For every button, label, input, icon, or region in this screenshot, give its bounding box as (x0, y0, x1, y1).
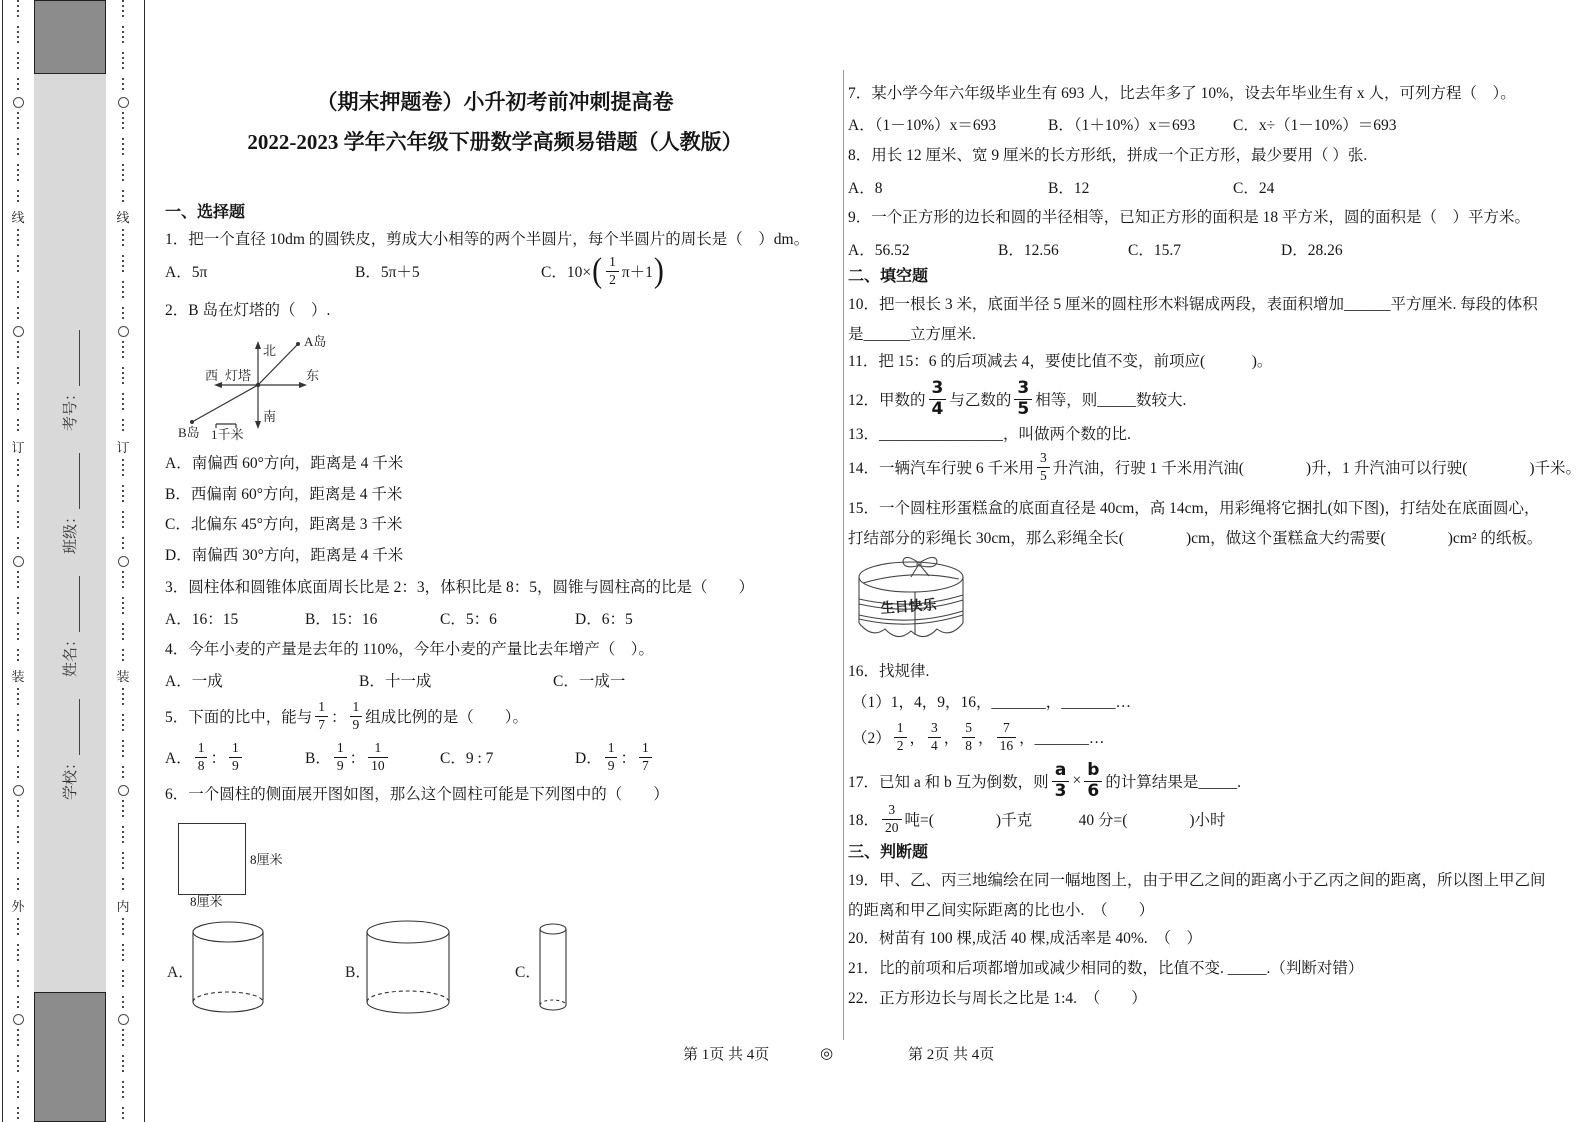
fraction-numerator: 3 (1017, 377, 1030, 398)
cake-box-diagram (853, 551, 975, 647)
dashes (122, 800, 124, 893)
dashes (122, 112, 124, 205)
q5-text-pre: 5．下面的比中，能与 (165, 709, 313, 726)
binding-char: 装 (11, 669, 25, 685)
fraction (368, 741, 388, 772)
q3-option-d: D．6：5 (575, 611, 633, 628)
q2-option-b: B．西偏南 60°方向，距离是 4 千米 (165, 486, 403, 503)
q17-text (848, 760, 1241, 802)
fraction-numerator: 1 (336, 740, 344, 756)
q5-text (165, 697, 528, 735)
q5-option-d (575, 741, 655, 772)
fraction-numerator: 1 (896, 720, 904, 736)
dashes (122, 1029, 124, 1122)
punch-hole-icon (118, 1014, 129, 1025)
q12-pre: 12．甲数的 (848, 392, 926, 409)
q17-pre: 17．已知 a 和 b 互为倒数，则 (848, 774, 1049, 791)
page-left-edge-line (2, 0, 3, 1122)
q6-text: 6．一个圆柱的侧面展开图如图，那么这个圆柱可能是下列图中的（ ） (165, 786, 669, 803)
fraction (334, 741, 347, 772)
examno-field (59, 330, 80, 431)
punch-hole-icon (13, 326, 24, 337)
q1-options (165, 248, 665, 294)
left-paren: ( (592, 251, 603, 290)
fraction-denominator: 9 (350, 716, 363, 732)
punch-hole-icon (13, 1014, 24, 1025)
section-fill-blank: 二、填空题 (848, 268, 929, 285)
student-info-fields (58, 330, 80, 800)
cylinder-options-diagram (165, 915, 595, 1025)
dashes (17, 112, 19, 205)
comma: ， (978, 730, 994, 747)
ratio-colon: ： (620, 750, 636, 767)
fraction-numerator: 1 (318, 699, 326, 715)
fraction-denominator: 5 (1014, 399, 1032, 419)
dashes (122, 341, 124, 434)
dashes (122, 229, 124, 322)
q2-option-d: D．南偏西 30°方向，距离是 4 千米 (165, 547, 404, 564)
q7-text: 7．某小学今年六年级毕业生有 693 人，比去年多了 10%，设去年毕业生有 x 人，可列方程（ ）。 (848, 85, 1516, 102)
q12-text (848, 378, 1186, 420)
q5-option-b (305, 741, 440, 772)
binding-line-inner (115, 0, 131, 1122)
fraction (894, 721, 907, 752)
fraction-denominator: 9 (334, 757, 347, 773)
q14-text (848, 448, 1581, 486)
q4-option-b: B．十一成 (359, 673, 432, 690)
q9-options (848, 238, 1343, 260)
ratio-colon: ： (331, 709, 347, 726)
q1-text: 1．把一个直径 10dm 的圆铁皮，剪成大小相等的两个半圆片，每个半圆片的周长是（ ）dm。 (165, 231, 810, 248)
q22-text: 22．正方形边长与周长之比是 1:4. （ ） (848, 990, 1147, 1007)
q13-text: 13．________________，叫做两个数的比. (848, 426, 1131, 443)
fraction (229, 741, 242, 772)
lighthouse-label: 灯塔 (225, 368, 252, 383)
q5-option-a (165, 741, 305, 772)
q3-option-c: C．5：6 (440, 611, 497, 628)
punch-hole-icon (13, 785, 24, 796)
fraction-numerator: 3 (931, 720, 938, 736)
q5-text-post: 组成比例的是（ ）。 (365, 709, 529, 726)
fraction-denominator: 3 (1052, 781, 1070, 801)
q1-option-b: B．5π＋5 (355, 264, 420, 281)
fraction (929, 377, 947, 419)
dashes (122, 918, 124, 1011)
q6-option-b: B． (345, 964, 371, 981)
fraction (315, 700, 328, 731)
q8-option-a: A．8 (848, 180, 883, 197)
binding-fold-line (144, 0, 145, 1122)
fraction-numerator: 1 (641, 740, 649, 756)
fraction (605, 741, 618, 772)
q3-option-b: B．15：16 (305, 611, 378, 628)
fraction-denominator: 4 (929, 399, 947, 419)
paper-title-line2: 2022-2023 学年六年级下册数学高频易错题（人教版） (247, 130, 743, 154)
fraction-denominator: 9 (229, 757, 242, 773)
ratio-colon: ： (349, 750, 366, 767)
fraction-numerator: 3 (931, 377, 944, 398)
q6-option-c: C． (515, 964, 541, 981)
comma: ， (909, 730, 926, 747)
fraction (639, 741, 652, 772)
punch-hole-icon (118, 556, 129, 567)
punch-hole-icon (118, 326, 129, 337)
q18-post: 吨=( )千克 40 分=( )小时 (904, 812, 1226, 829)
fraction-numerator: 7 (1002, 720, 1010, 736)
fraction-numerator: b (1087, 759, 1100, 780)
fraction-numerator: a (1054, 759, 1067, 780)
fraction (195, 741, 208, 772)
q15-text: 15．一个圆柱形蛋糕盒的底面直径是 40cm，高 14cm，用彩绳将它捆扎(如下图)，打结处在底面圆心，打结部分的彩绳长 30cm，那么彩绳全长( )cm，做这个蛋糕盒大约需要( )cm² 的纸板。 (848, 500, 1543, 547)
fraction (1014, 377, 1032, 419)
q1-option-c-pre: C．10× (541, 264, 592, 281)
q9-option-d: D．28.26 (1281, 242, 1343, 259)
fraction-denominator: 2 (894, 737, 907, 753)
class-label: 班级： (62, 509, 79, 555)
q10-text: 10．把一根长 3 米，底面半径 5 厘米的圆柱形木料锯成两段，表面积增加______平方厘米. 每段的体积是______立方厘米. (848, 296, 1538, 343)
square-bottom-label: 8厘米 (190, 894, 223, 909)
fraction (1084, 759, 1102, 801)
q18-pre: 18． (848, 812, 880, 829)
fraction-denominator: 6 (1084, 781, 1102, 801)
section-choice: 一、选择题 (165, 204, 246, 221)
square-unfold-diagram (178, 823, 246, 895)
dashes (17, 688, 19, 781)
q8-option-b: B．12 (1048, 180, 1090, 197)
fraction-denominator: 7 (639, 757, 652, 773)
q8-options (848, 176, 1274, 198)
q3-option-a: A．16：15 (165, 611, 239, 628)
option-label: A． (165, 750, 192, 767)
class-field (59, 453, 80, 554)
q7-options (848, 113, 1397, 135)
fraction-numerator: 1 (352, 699, 360, 715)
q11-text: 11．把 15：6 的后项减去 4，要使比值不变，前项应( )。 (848, 353, 1273, 370)
binding-strip-bottom-block (34, 992, 106, 1122)
q9-option-a: A．56.52 (848, 242, 910, 259)
fraction-denominator: 20 (882, 819, 902, 835)
punch-hole-icon (118, 97, 129, 108)
fraction-numerator: 1 (374, 740, 382, 756)
dashes (17, 229, 19, 322)
school-field (59, 699, 80, 800)
cake-label: 生日快乐 (880, 598, 938, 617)
compass-diagram (173, 331, 388, 447)
binding-char: 内 (116, 898, 130, 914)
name-field (59, 576, 80, 677)
fraction-numerator: 1 (197, 740, 205, 756)
fraction-denominator: 16 (997, 737, 1017, 753)
fraction-numerator: 5 (965, 720, 973, 736)
copyright-mark: ◎ (820, 1046, 834, 1062)
school-blank (65, 699, 80, 755)
page1-footer: 第 1页 共 4页 (683, 1047, 770, 1063)
q14-post: 升汽油，行驶 1 千米用汽油( )升，1 升汽油可以行驶( )千米。 (1052, 460, 1582, 477)
dashes (17, 800, 19, 893)
binding-char: 订 (11, 439, 25, 455)
q1-option-c (541, 251, 665, 290)
island-a-label: A岛 (304, 334, 327, 349)
q5-options (165, 737, 655, 777)
fraction-denominator: 8 (962, 737, 975, 753)
fraction (962, 721, 975, 752)
fraction-denominator: 4 (928, 737, 941, 753)
dashes (17, 571, 19, 664)
punch-hole-icon (118, 785, 129, 796)
section-judge: 三、判断题 (848, 844, 929, 861)
fraction-denominator: 7 (315, 716, 328, 732)
q4-options (165, 669, 625, 691)
dashes (17, 918, 19, 1011)
name-label: 姓名： (62, 632, 79, 678)
compass-north-label: 北 (263, 343, 277, 358)
multiply-sign: × (1072, 772, 1082, 789)
binding-char: 外 (11, 898, 25, 914)
dashes (122, 688, 124, 781)
compass-west-label: 西 (205, 368, 219, 383)
q16-text: 16．找规律. (848, 663, 930, 680)
fraction-numerator: 1 (609, 254, 616, 270)
q1-option-a: A．5π (165, 264, 208, 281)
paper-title-line1: （期末押题卷）小升初考前冲刺提高卷 (316, 90, 674, 114)
dashes (122, 0, 124, 93)
fraction-numerator: 1 (231, 740, 239, 756)
q4-text: 4．今年小麦的产量是去年的 110%，今年小麦的产量比去年增产（ ）。 (165, 641, 654, 658)
island-b-label: B岛 (178, 425, 200, 440)
fraction (1052, 759, 1070, 801)
dashes (17, 459, 19, 552)
examno-blank (65, 330, 80, 386)
q17-post: 的计算结果是_____. (1105, 774, 1242, 791)
q7-option-c: C．x÷（1－10%）＝693 (1233, 117, 1397, 134)
q21-text: 21．比的前项和后项都增加或减少相同的数，比值不变. _____.（判断对错） (848, 960, 1364, 977)
fraction-denominator: 8 (195, 757, 208, 773)
binding-char: 装 (116, 669, 130, 685)
q4-option-a: A．一成 (165, 673, 223, 690)
fraction-numerator: 3 (888, 802, 896, 818)
binding-char: 订 (116, 439, 130, 455)
punch-hole-icon (13, 556, 24, 567)
square-side-label: 8厘米 (250, 852, 283, 867)
fraction (928, 721, 941, 752)
q7-option-b: B．（1＋10%）x＝693 (1048, 117, 1196, 134)
binding-char: 线 (116, 210, 130, 226)
fraction-numerator: 1 (607, 740, 615, 756)
fraction-numerator: 3 (1040, 450, 1047, 466)
q12-post: 相等，则_____数较大. (1035, 392, 1187, 409)
q6-option-a: A． (167, 964, 194, 981)
q7-option-a: A．（1－10%）x＝693 (848, 117, 997, 134)
q16-item1: （1）1，4，9，16，_______，_______… (852, 694, 1132, 711)
fraction-denominator: 2 (606, 271, 619, 287)
binding-strip-top-block (34, 0, 106, 74)
fraction-denominator: 9 (605, 757, 618, 773)
q1-option-c-post: π＋1 (621, 264, 653, 281)
scale-label: 1千米 (211, 427, 244, 442)
option-label: D． (575, 750, 602, 767)
fraction-denominator: 5 (1037, 467, 1050, 483)
dashes (17, 341, 19, 434)
dashes (122, 571, 124, 664)
fraction (1037, 451, 1050, 482)
comma: ， (943, 730, 960, 747)
q3-options (165, 607, 633, 629)
fraction (997, 721, 1017, 752)
binding-char: 线 (11, 210, 25, 226)
school-label: 学校： (62, 754, 79, 800)
q9-option-b: B．12.56 (998, 242, 1059, 259)
q8-text: 8．用长 12 厘米、宽 9 厘米的长方形纸，拼成一个正方形，最少要用（ ）张. (848, 147, 1368, 164)
q19-text: 19．甲、乙、丙三地编绘在同一幅地图上，由于甲乙之间的距离小于乙丙之间的距离，所以图上甲乙间的距离和甲乙间实际距离的比也小. （ ） (848, 872, 1546, 919)
q2-text: 2．B 岛在灯塔的（ ）. (165, 302, 331, 319)
dashes (122, 459, 124, 552)
q2-option-c: C．北偏东 45°方向，距离是 3 千米 (165, 516, 403, 533)
q16-item2-pre: （2） (852, 730, 891, 747)
compass-south-label: 南 (263, 409, 277, 424)
q8-option-c: C．24 (1233, 180, 1275, 197)
fraction-denominator: 10 (368, 757, 388, 773)
q9-option-c: C．15.7 (1128, 242, 1181, 259)
right-paren: ) (653, 251, 664, 290)
binding-line-outer (10, 0, 26, 1122)
fraction (606, 255, 619, 286)
dashes (17, 1029, 19, 1122)
q5-option-c: C．9 : 7 (440, 750, 494, 767)
fraction (882, 803, 902, 834)
q12-mid: 与乙数的 (949, 392, 1012, 409)
compass-east-label: 东 (306, 368, 320, 383)
examno-label: 考号： (62, 386, 79, 432)
dashes (17, 0, 19, 93)
q20-text: 20．树苗有 100 棵,成活 40 棵,成活率是 40%. （ ） (848, 930, 1202, 947)
q14-pre: 14．一辆汽车行驶 6 千米用 (848, 460, 1035, 477)
class-blank (65, 453, 80, 509)
punch-hole-icon (13, 97, 24, 108)
option-label: B． (305, 750, 331, 767)
q3-text: 3．圆柱体和圆锥体底面周长比是 2：3，体积比是 8：5，圆锥与圆柱高的比是（ ） (165, 579, 755, 596)
ratio-colon: ： (210, 750, 226, 767)
page2-footer: 第 2页 共 4页 (908, 1047, 995, 1063)
q16-item2-post: ，_______… (1019, 730, 1105, 747)
q4-option-c: C．一成一 (553, 673, 626, 690)
q2-option-a: A．南偏西 60°方向，距离是 4 千米 (165, 455, 404, 472)
fraction (350, 700, 363, 731)
q16-item2 (852, 718, 1104, 756)
q9-text: 9．一个正方形的边长和圆的半径相等，已知正方形的面积是 18 平方米，圆的面积是（ ）平方米。 (848, 209, 1531, 226)
q18-text (848, 800, 1226, 838)
page-divider-line (843, 70, 844, 1040)
name-blank (65, 576, 80, 632)
